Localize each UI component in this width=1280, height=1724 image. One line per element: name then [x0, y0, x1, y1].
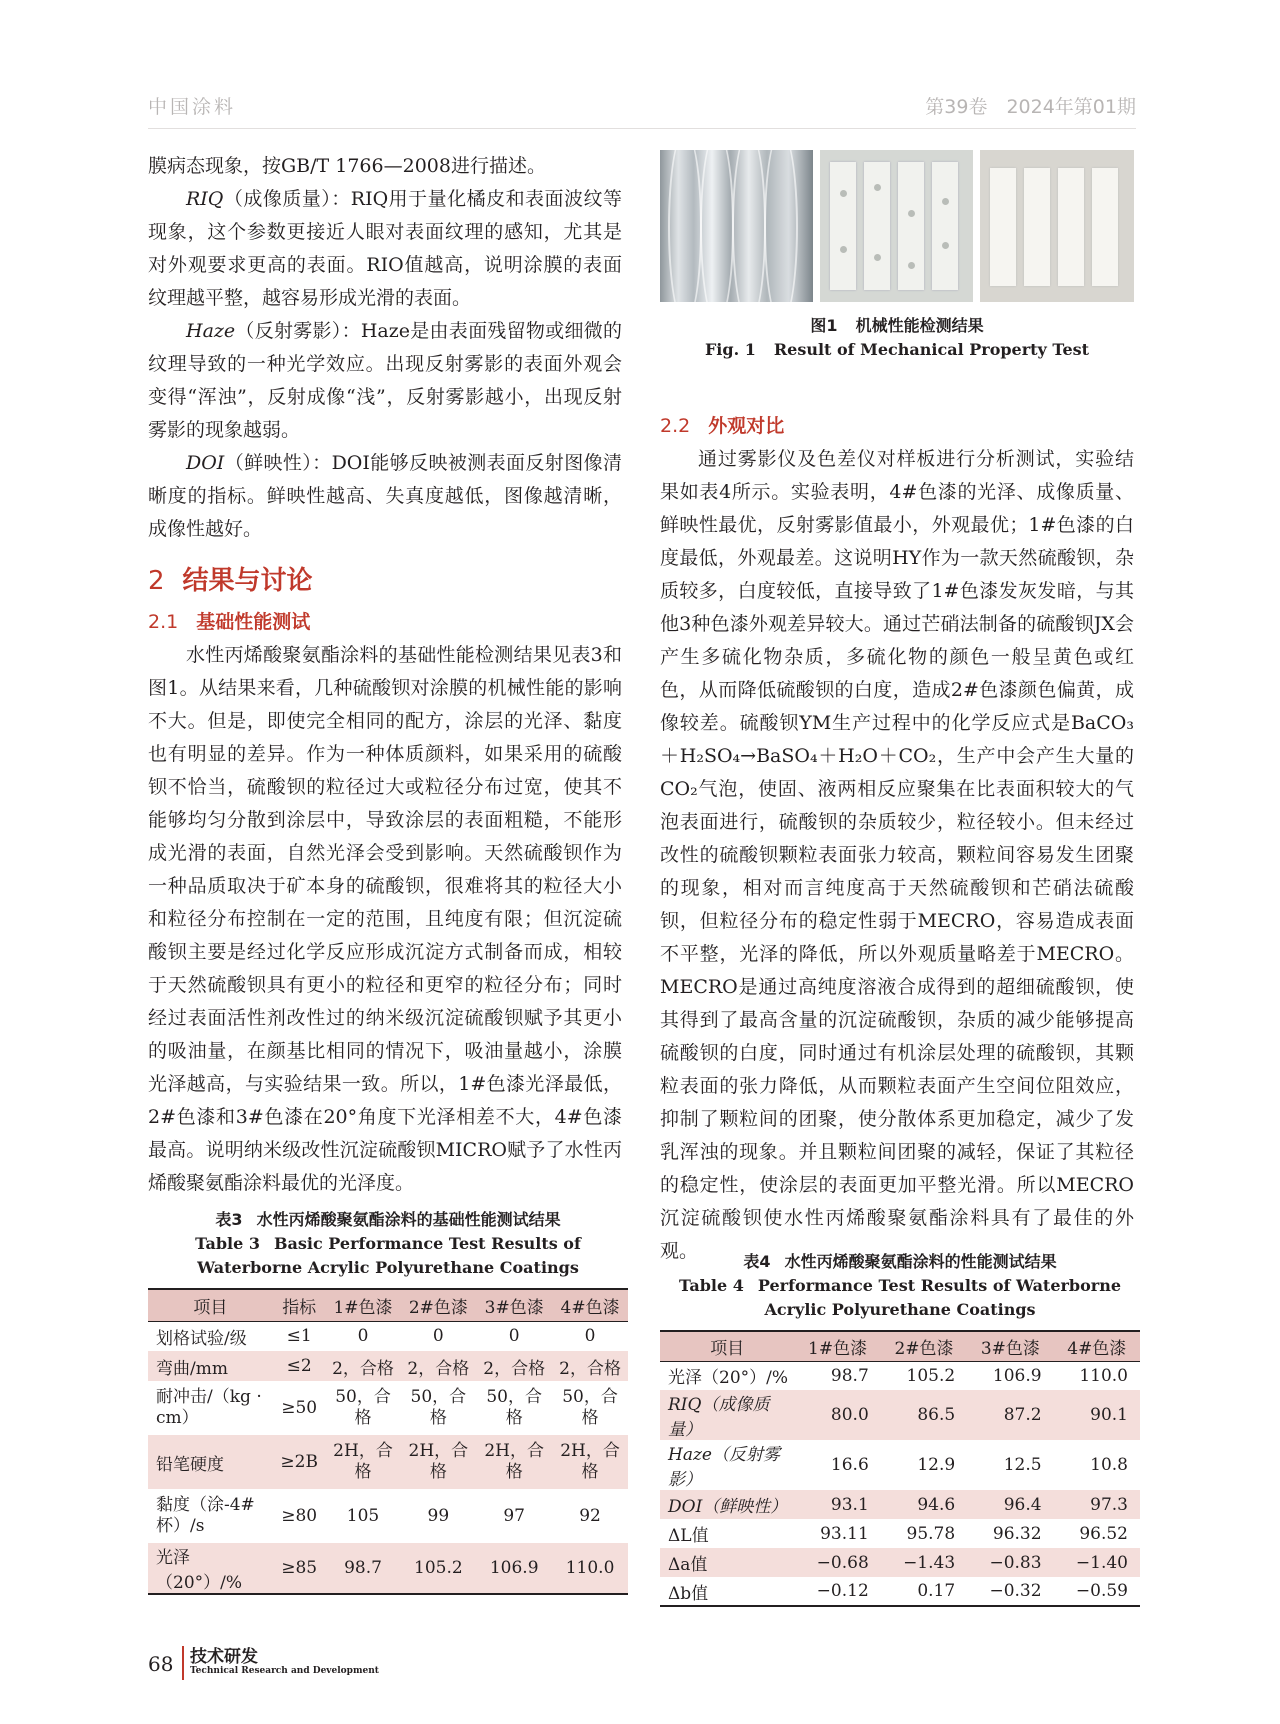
figure-photos	[660, 150, 1134, 302]
table-cell: 87.2	[1003, 1405, 1042, 1425]
subsection-heading	[148, 606, 622, 639]
term-riq: RIQ	[186, 188, 224, 210]
photo-pencil-panels	[980, 150, 1134, 302]
table-row	[148, 1321, 628, 1351]
footer-section-en: Technical Research and Development	[190, 1666, 379, 1676]
table-cell: −0.68	[816, 1552, 869, 1573]
subsection-title: 基础性能测试	[196, 611, 311, 633]
paragraph-riq	[148, 183, 622, 315]
doi-text: （鲜映性）：DOI能够反映被测表面反射图像清晰度的指标。鲜映性越高、失真度越低，图像越清晰，成像性越好。	[148, 452, 622, 540]
table-cell: 80.0	[830, 1405, 869, 1425]
paragraph: 通过雾影仪及色差仪对样板进行分析测试，实验结果如表4所示。实验表明，4#色漆的光泽、成像质量、鲜映性最优，反射雾影值最小，外观最优；1#色漆的白度最低，外观最差。这说明HY作为一款天然硫酸钡，杂质较多，白度较低，直接导致了1#色漆发灰发暗，与其他3种色漆外观差异较大。通过芒硝法制备的硫酸钡JX会产生多硫化物杂质，多硫化物的颜色一般呈黄色或红色，从而降低硫酸钡的白度，造成2#色漆颜色偏黄，成像较差。硫酸钡YM生产过程中的化学反应式是BaCO₃＋H₂SO₄→BaSO₄＋H₂O＋CO₂，生产中会产生大量的CO₂气泡，使固、液两相反应聚集在比表面积较大的气泡表面进行，硫酸钡的杂质较少，粒径较小。但未经过改性的硫酸钡颗粒表面张力较高，颗粒间容易发生团聚的现象，相对而言纯度高于天然硫酸钡和芒硝法硫酸钡，但粒径分布的稳定性弱于MECRO，容易造成表面不平整，光泽的降低，所以外观质量略差于MECRO。MECRO是通过高纯度溶液合成得到的超细硫酸钡，使其得到了最高含量的沉淀硫酸钡，杂质的减少能够提高硫酸钡的白度，同时通过有机涂层处理的硫酸钡，其颗粒表面的张力降低，从而颗粒表面产生空间位阻效应，抑制了颗粒间的团聚，使分散体系更加稳定，减少了发乳浑浊的现象。并且颗粒间团聚的减轻，保证了其粒径的稳定性，使涂层的表面更加平整光滑。所以MECRO沉淀硫酸钡使水性丙烯酸聚氨酯涂料具有了最佳的外观。	[660, 448, 1134, 1262]
table-label-cn: 表4	[743, 1252, 771, 1271]
table-row	[148, 1543, 628, 1594]
issue-info: 第39卷 2024年第01期	[925, 96, 1136, 118]
table-cell: 12.9	[917, 1455, 956, 1475]
table-cell: 12.5	[1003, 1455, 1042, 1475]
header-rule	[148, 128, 1136, 129]
table-row	[660, 1490, 1140, 1519]
table-header-row	[660, 1331, 1140, 1361]
column-header: 指标	[282, 1297, 317, 1318]
table-caption-cn	[660, 1250, 1140, 1274]
table-cell: ≤2	[286, 1356, 312, 1376]
term-doi: DOI	[186, 452, 225, 474]
table-cell: 50，合格	[335, 1387, 391, 1428]
section-heading	[148, 562, 622, 600]
table-cell: 105.2	[906, 1365, 956, 1386]
column-header: 项目	[710, 1338, 745, 1359]
table-cell: −1.43	[903, 1552, 956, 1573]
running-head	[148, 92, 1136, 120]
column-header: 3#色漆	[484, 1297, 544, 1318]
table-cell: ≥80	[281, 1506, 318, 1526]
table-cell: 92	[579, 1506, 601, 1526]
column-header: 2#色漆	[408, 1297, 468, 1318]
table-3	[148, 1208, 628, 1595]
term-haze: Haze	[186, 320, 236, 342]
table-cell: ≥85	[281, 1558, 318, 1578]
photo-bent-panels	[660, 150, 813, 302]
table-cell: 106.9	[489, 1558, 539, 1578]
table-cell: ≥50	[281, 1398, 318, 1418]
figure-1	[660, 150, 1134, 362]
table-header-row	[148, 1289, 628, 1321]
table-cell: 耐冲击/（kg · cm）	[156, 1387, 262, 1428]
table-cell: ΔL值	[668, 1526, 709, 1546]
table-cell: 90.1	[1090, 1405, 1128, 1425]
table-cell: 铅笔硬度	[156, 1454, 224, 1475]
table-cell: 110.0	[565, 1558, 615, 1578]
column-header: 项目	[193, 1297, 228, 1318]
column-header: 4#色漆	[1067, 1338, 1127, 1359]
table-cell: 50，合格	[486, 1387, 542, 1428]
table-cell: 2，合格	[559, 1358, 621, 1379]
footer-section-cn: 技术研发	[190, 1647, 258, 1667]
data-table	[660, 1330, 1140, 1607]
table-cell: 0	[432, 1326, 444, 1347]
table-cell: 106.9	[992, 1365, 1042, 1386]
left-column	[148, 150, 622, 1200]
table-cell: Haze（反射雾影）	[668, 1445, 780, 1490]
paragraph: 膜病态现象，按GB/T 1766—2008进行描述。	[148, 155, 546, 177]
column-header: 1#色漆	[808, 1338, 868, 1359]
column-header: 2#色漆	[894, 1338, 954, 1359]
haze-text: （反射雾影）：Haze是由表面残留物或细微的纹理导致的一种光学效应。出现反射雾影的表面外观会变得“浑浊”，反射成像“浅”，反射雾影越小，出现反射雾影的现象越弱。	[148, 320, 622, 441]
table-cell: 16.6	[830, 1455, 869, 1475]
table-cell: 0	[508, 1326, 520, 1347]
table-title-en: Performance Test Results of Waterborne Acrylic Polyurethane Coatings	[757, 1276, 1122, 1319]
table-cell: −0.32	[989, 1581, 1042, 1601]
table-row	[660, 1577, 1140, 1606]
table-cell: 105	[346, 1506, 380, 1526]
section-number: 2	[148, 566, 165, 596]
table-cell: −0.83	[989, 1552, 1042, 1573]
section-title: 结果与讨论	[182, 566, 313, 596]
table-row	[148, 1489, 628, 1543]
table-cell: 110.0	[1079, 1365, 1128, 1386]
table-4	[660, 1250, 1140, 1607]
table-cell: 光泽（20°）/%	[668, 1368, 789, 1389]
table-cell: 2，合格	[483, 1358, 546, 1379]
figure-caption-cn	[660, 314, 1134, 338]
table-cell: 98.7	[344, 1558, 382, 1578]
subsection-heading	[660, 410, 1134, 443]
table-row	[660, 1440, 1140, 1490]
paragraph-haze	[148, 315, 622, 447]
table-cell: −0.12	[816, 1581, 869, 1601]
table-label-en: Table 4	[678, 1276, 744, 1295]
table-row	[660, 1548, 1140, 1577]
table-cell: 105.2	[414, 1558, 463, 1578]
data-table	[148, 1288, 628, 1595]
figure-label-en: Fig. 1	[704, 340, 756, 359]
table-label-cn: 表3	[215, 1210, 243, 1229]
paragraph-doi	[148, 447, 622, 546]
subsection-number: 2.2	[660, 415, 691, 437]
journal-name: 中国涂料	[148, 96, 237, 118]
table-row	[660, 1390, 1140, 1440]
table-cell: 50，合格	[562, 1387, 618, 1428]
table-cell: 0	[584, 1326, 596, 1347]
table-caption-en	[148, 1232, 628, 1280]
table-caption-en	[660, 1274, 1140, 1322]
table-cell: 96.32	[992, 1523, 1042, 1544]
table-cell: 0	[357, 1326, 369, 1347]
column-header: 3#色漆	[980, 1338, 1040, 1359]
table-cell: 黏度（涂-4#杯）/s	[156, 1495, 255, 1536]
table-cell: 97.3	[1090, 1494, 1128, 1515]
table-cell: 2，合格	[332, 1358, 394, 1379]
table-cell: Δa值	[668, 1555, 708, 1575]
table-cell: 光泽（20°）/%	[156, 1548, 243, 1593]
table-cell: 弯曲/mm	[156, 1358, 228, 1379]
table-cell: RIQ（成像质量）	[668, 1395, 770, 1440]
riq-text: （成像质量）：RIQ用于量化橘皮和表面波纹等现象，这个参数更接近人眼对表面纹理的感知，尤其是对外观要求更高的表面。RIO值越高，说明涂膜的表面纹理越平整，越容易形成光滑的表面。	[148, 188, 622, 309]
table-title-cn: 水性丙烯酸聚氨酯涂料的基础性能测试结果	[256, 1210, 561, 1229]
table-cell: 96.52	[1079, 1523, 1128, 1544]
table-caption-cn	[148, 1208, 628, 1232]
table-cell: 99	[427, 1506, 450, 1526]
table-row	[660, 1519, 1140, 1548]
table-cell: 2H，合格	[484, 1441, 545, 1482]
footer-divider	[182, 1646, 184, 1680]
table-cell: −0.59	[1075, 1581, 1128, 1601]
figure-caption-en	[660, 338, 1134, 362]
column-header: 4#色漆	[560, 1297, 620, 1318]
table-cell: 0.17	[917, 1581, 956, 1601]
photo-impact-panels	[820, 150, 973, 302]
table-title-en: Basic Performance Test Results of Waterborne Acrylic Polyurethane Coatings	[197, 1234, 581, 1277]
subsection-number: 2.1	[148, 611, 179, 633]
table-cell: 2H，合格	[560, 1441, 620, 1482]
table-cell: ≤1	[286, 1326, 312, 1347]
subsection-title: 外观对比	[708, 415, 785, 437]
paragraph: 水性丙烯酸聚氨酯涂料的基础性能检测结果见表3和图1。从结果来看，几种硫酸钡对涂膜的机械性能的影响不大。但是，即使完全相同的配方，涂层的光泽、黏度也有明显的差异。作为一种体质颜料，如果采用的硫酸钡不恰当，硫酸钡的粒径过大或粒径分布过宽，使其不能够均匀分散到涂层中，导致涂层的表面粗糙，不能形成光滑的表面，自然光泽会受到影响。天然硫酸钡作为一种品质取决于矿本身的硫酸钡，很难将其的粒径大小和粒径分布控制在一定的范围，且纯度有限；但沉淀硫酸钡主要是经过化学反应形成沉淀方式制备而成，相较于天然硫酸钡具有更小的粒径和更窄的粒径分布；同时经过表面活性剂改性过的纳米级沉淀硫酸钡赋予其更小的吸油量，在颜基比相同的情况下，吸油量越小，涂膜光泽越高，与实验结果一致。所以，1#色漆光泽最低，2#色漆和3#色漆在20°角度下光泽相差不大，4#色漆最高。说明纳米级改性沉淀硫酸钡MICRO赋予了水性丙烯酸聚氨酯涂料最优的光泽度。	[148, 644, 622, 1194]
table-cell: 50，合格	[410, 1387, 467, 1428]
table-cell: 划格试验/级	[156, 1328, 247, 1349]
table-cell: 96.4	[1003, 1494, 1042, 1515]
table-row	[660, 1361, 1140, 1390]
table-cell: 95.78	[906, 1523, 956, 1544]
table-cell: 2H，合格	[333, 1441, 393, 1482]
table-cell: Δb值	[668, 1583, 709, 1604]
table-cell: 93.1	[830, 1494, 869, 1515]
figure-title-en: Result of Mechanical Property Test	[773, 340, 1090, 359]
table-cell: −1.40	[1075, 1552, 1128, 1573]
table-row	[148, 1381, 628, 1435]
table-row	[148, 1435, 628, 1489]
column-header: 1#色漆	[333, 1297, 393, 1318]
figure-label-cn: 图1	[810, 316, 838, 335]
right-column	[660, 410, 1134, 1268]
table-row	[148, 1351, 628, 1381]
table-cell: ≥2B	[280, 1452, 318, 1472]
table-cell: 2H，合格	[408, 1441, 469, 1482]
table-cell: DOI（鲜映性）	[668, 1497, 788, 1517]
table-cell: 94.6	[917, 1494, 956, 1515]
table-cell: 97	[503, 1506, 525, 1526]
table-title-cn: 水性丙烯酸聚氨酯涂料的性能测试结果	[784, 1252, 1057, 1271]
figure-title-cn: 机械性能检测结果	[855, 316, 984, 335]
table-cell: 2，合格	[407, 1358, 470, 1379]
table-label-en: Table 3	[195, 1234, 261, 1253]
table-cell: 98.7	[830, 1365, 869, 1386]
page-number: 68	[148, 1652, 174, 1676]
table-cell: 10.8	[1090, 1455, 1128, 1475]
table-cell: 93.11	[820, 1523, 869, 1544]
table-cell: 86.5	[917, 1405, 956, 1425]
